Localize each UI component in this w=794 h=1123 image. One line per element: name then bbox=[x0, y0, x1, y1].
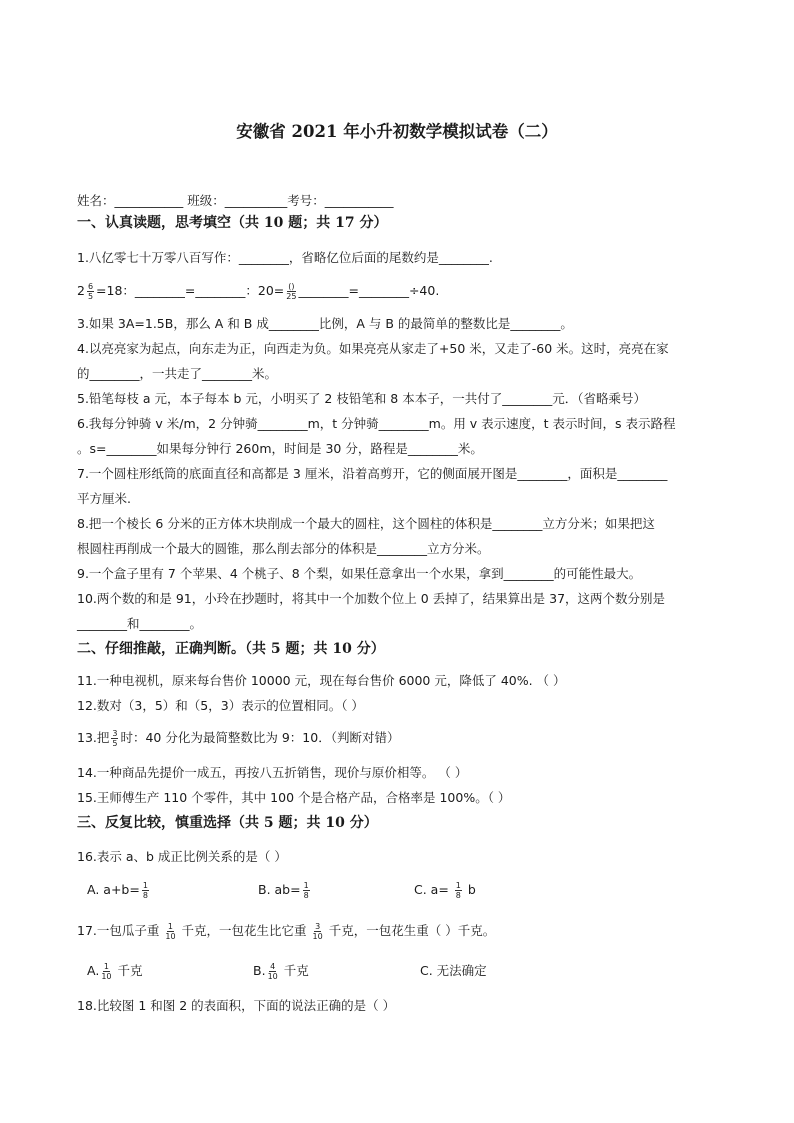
q17-b-prefix: B. bbox=[253, 963, 266, 978]
q2-middle: =18：________=________：20= bbox=[96, 283, 285, 298]
question-1: 1.八亿零七十万零八百写作：________，省略亿位后面的尾数约是________. bbox=[77, 250, 493, 265]
id-blank: ___________ bbox=[324, 193, 394, 208]
question-18-stem: 18.比较图 1 和图 2 的表面积，下面的说法正确的是（ ） bbox=[77, 998, 396, 1013]
q2-frac2-numerator: () bbox=[288, 282, 295, 291]
q2-frac1-denominator: 5 bbox=[87, 292, 94, 301]
question-7-line-1: 7.一个圆柱形纸筒的底面直径和高都是 3 厘米，沿着高剪开，它的侧面展开图是________，面积是________ bbox=[77, 466, 668, 481]
q16-option-b bbox=[258, 881, 312, 900]
question-11: 11.一种电视机，原来每台售价 10000 元，现在每台售价 6000 元，降低了 40%. （ ） bbox=[77, 673, 566, 688]
q17-fraction-2 bbox=[313, 922, 323, 941]
q16-c-fraction bbox=[455, 881, 462, 900]
q17-option-a bbox=[87, 962, 143, 981]
q2-suffix: ________=________÷40. bbox=[298, 283, 440, 298]
question-9: 9.一个盒子里有 7 个苹果、4 个桃子、8 个梨，如果任意拿出一个水果，拿到________的可能性最大。 bbox=[77, 566, 642, 581]
q17-a-numerator: 1 bbox=[103, 962, 109, 971]
question-16-stem: 16.表示 a、b 成正比例关系的是（ ） bbox=[77, 849, 287, 864]
question-6-line-2: 。s=________如果每分钟行 260m，时间是 30 分，路程是________米。 bbox=[77, 441, 483, 456]
q2-fraction-2 bbox=[286, 282, 296, 301]
class-blank: __________ bbox=[224, 193, 288, 208]
q13-fraction bbox=[111, 729, 118, 748]
section-3-heading: 三、反复比较，慎重选择（共 5 题；共 10 分） bbox=[77, 815, 378, 831]
q2-prefix: 2 bbox=[77, 283, 85, 298]
name-blank: ___________ bbox=[114, 193, 184, 208]
q17-b-suffix: 千克 bbox=[283, 963, 309, 978]
q13-prefix: 13.把 bbox=[77, 730, 110, 745]
question-7-line-2: 平方厘米. bbox=[77, 491, 131, 506]
section-2-heading: 二、仔细推敲，正确判断。（共 5 题；共 10 分） bbox=[77, 641, 385, 657]
q13-suffix: 时：40 分化为最简整数比为 9：10．（判断对错） bbox=[120, 730, 400, 745]
class-label: 班级： bbox=[187, 193, 225, 208]
q16-b-fraction bbox=[303, 881, 310, 900]
section-1-heading: 一、认真读题，思考填空（共 10 题；共 17 分） bbox=[77, 215, 388, 231]
q17-b-fraction bbox=[268, 962, 278, 981]
page-title: 安徽省 2021 年小升初数学模拟试卷（二） bbox=[236, 122, 558, 141]
q17-a-prefix: A. bbox=[87, 963, 100, 978]
question-4-line-1: 4.以亮亮家为起点，向东走为正，向西走为负。如果亮亮从家走了+50 米，又走了-60 米。这时，亮亮在家 bbox=[77, 341, 669, 356]
q17-part-2: 千克，一包花生比它重 bbox=[181, 923, 307, 938]
question-10-line-2: ________和________。 bbox=[77, 616, 203, 631]
id-label: 考号： bbox=[287, 193, 325, 208]
question-3: 3.如果 3A=1.5B，那么 A 和 B 成________比例，A 与 B 的最简单的整数比是________。 bbox=[77, 316, 573, 331]
q16-a-fraction bbox=[142, 881, 149, 900]
q16-b-prefix: B. ab= bbox=[258, 882, 301, 897]
question-15: 15.王师傅生产 110 个零件，其中 100 个是合格产品，合格率是 100%。（ ） bbox=[77, 790, 511, 805]
question-2 bbox=[77, 282, 439, 301]
q16-b-numerator: 1 bbox=[303, 881, 309, 890]
question-17-stem bbox=[77, 922, 495, 941]
question-4-line-2: 的________，一共走了________米。 bbox=[77, 366, 278, 381]
q17-option-b bbox=[253, 962, 309, 981]
q16-option-c bbox=[414, 881, 476, 900]
q16-b-denominator: 8 bbox=[303, 891, 309, 900]
name-label: 姓名： bbox=[77, 193, 115, 208]
q16-a-numerator: 1 bbox=[142, 881, 148, 890]
q16-c-numerator: 1 bbox=[455, 881, 461, 890]
q17-frac2-denominator: 10 bbox=[312, 932, 323, 941]
q2-frac1-numerator: 6 bbox=[87, 282, 94, 291]
q16-c-suffix: b bbox=[467, 882, 476, 897]
q17-frac1-numerator: 1 bbox=[167, 922, 174, 931]
question-14: 14.一种商品先提价一成五，再按八五折销售，现价与原价相等。 （ ） bbox=[77, 765, 468, 780]
q17-fraction-1 bbox=[165, 922, 175, 941]
q16-c-denominator: 8 bbox=[455, 891, 461, 900]
q17-frac1-denominator: 10 bbox=[165, 932, 176, 941]
q17-frac2-numerator: 3 bbox=[315, 922, 321, 931]
question-12: 12.数对（3，5）和（5，3）表示的位置相同。（ ） bbox=[77, 698, 364, 713]
question-6-line-1: 6.我每分钟骑 v 米/m，2 分钟骑________m，t 分钟骑________m。用 v 表示速度，t 表示时间，s 表示路程 bbox=[77, 416, 676, 431]
q17-a-suffix: 千克 bbox=[117, 963, 143, 978]
question-13 bbox=[77, 729, 399, 748]
q13-denominator: 5 bbox=[112, 739, 118, 748]
q17-part-1: 17.一包瓜子重 bbox=[77, 923, 160, 938]
q16-a-denominator: 8 bbox=[142, 891, 148, 900]
q17-part-3: 千克，一包花生重（ ）千克。 bbox=[328, 923, 496, 938]
question-10-line-1: 10.两个数的和是 91，小玲在抄题时，将其中一个加数个位上 0 丢掉了，结果算出是 37，这两个数分别是 bbox=[77, 591, 666, 606]
question-5: 5.铅笔每枝 a 元，本子每本 b 元，小明买了 2 枝铅笔和 8 本本子，一共付了________元．（省略乘号） bbox=[77, 391, 646, 406]
q13-numerator: 3 bbox=[112, 729, 118, 738]
student-info-line bbox=[77, 192, 394, 210]
q17-b-numerator: 4 bbox=[270, 962, 276, 971]
q16-option-a bbox=[87, 881, 151, 900]
q17-option-c: C. 无法确定 bbox=[420, 963, 487, 978]
q17-a-denominator: 10 bbox=[101, 972, 112, 981]
q16-a-prefix: A. a+b= bbox=[87, 882, 140, 897]
q2-frac2-denominator: 25 bbox=[286, 292, 297, 301]
question-8-line-2: 根圆柱再削成一个最大的圆锥，那么削去部分的体积是________立方分米。 bbox=[77, 541, 490, 556]
q17-b-denominator: 10 bbox=[267, 972, 278, 981]
q2-fraction-1 bbox=[87, 282, 94, 301]
question-8-line-1: 8.把一个棱长 6 分米的正方体木块削成一个最大的圆柱，这个圆柱的体积是________立方分米；如果把这 bbox=[77, 516, 655, 531]
q17-a-fraction bbox=[101, 962, 111, 981]
q16-c-prefix: C. a= bbox=[414, 882, 449, 897]
